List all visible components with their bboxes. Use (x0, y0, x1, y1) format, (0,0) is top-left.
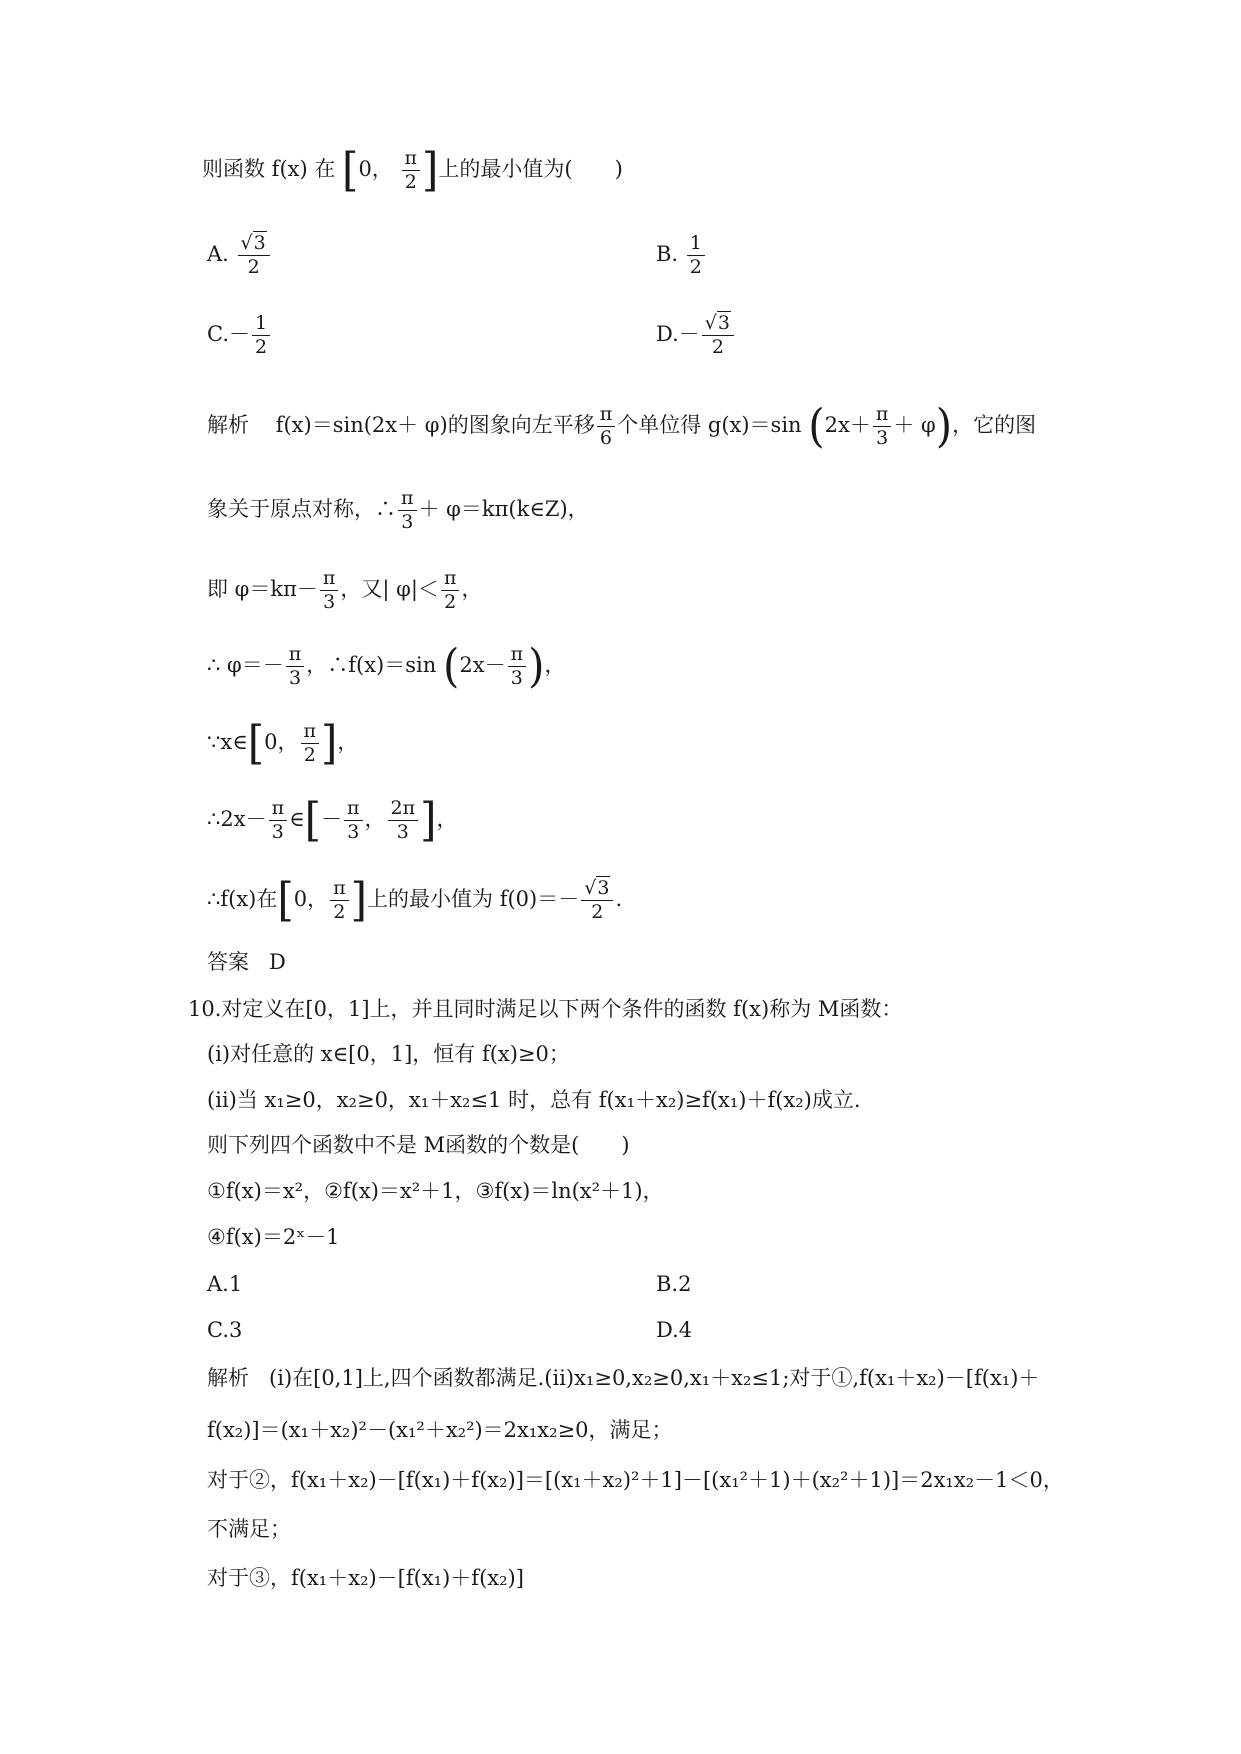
minus-sign: － (321, 806, 343, 831)
solution-text: 上的最小值为 f(0)＝－ (367, 886, 580, 911)
solution-text: ＋ φ＝kπ(k∈Z)， (418, 496, 589, 521)
sqrt-symbol: √3 (704, 312, 730, 334)
q10-solution-line-5: 对于③，f(x₁＋x₂)－[f(x₁)＋f(x₂)] (207, 1566, 524, 1590)
numerator: π (303, 720, 317, 742)
numerator: π (510, 643, 524, 665)
punctuation: ， (364, 806, 386, 831)
interval-start: 0， (264, 729, 299, 754)
bracket-right: ] (350, 872, 368, 927)
radicand: 3 (717, 312, 730, 334)
q9-solution-line-2 (207, 487, 589, 534)
question-stem: 对定义在[0，1]上，并且同时满足以下两个条件的函数 f(x)称为 M函数： (221, 997, 903, 1021)
math-text: 2x－ (459, 652, 506, 677)
fraction-pi-over-3 (286, 643, 305, 690)
q10-solution-line-1 (207, 1366, 1039, 1391)
punctuation: ， (461, 576, 483, 601)
numerator: π (271, 797, 285, 819)
interval-start: 0， (358, 156, 393, 181)
radicand: 3 (597, 877, 610, 899)
denominator: 2 (330, 900, 349, 924)
denominator: 2 (441, 590, 460, 614)
solution-text: ∵x∈ (207, 729, 248, 754)
q10-functions-line-2: ④f(x)＝2ˣ－1 (207, 1225, 340, 1249)
option-label: C. (207, 321, 229, 346)
fraction-pi-over-3 (320, 567, 339, 614)
numerator: π (599, 403, 613, 425)
q10-condition-2: (ⅱ)当 x₁≥0，x₂≥0，x₁＋x₂≤1 时，总有 f(x₁＋x₂)≥f(x₁)＋f(x₂)成立. (207, 1088, 861, 1112)
fraction-pi-over-3 (508, 643, 527, 690)
option-label: B. (656, 241, 679, 266)
fraction-pi-over-2 (441, 567, 460, 614)
numerator: 1 (689, 232, 702, 254)
bracket-left: [ (247, 715, 265, 770)
sqrt-symbol: √3 (240, 232, 266, 254)
fraction-sqrt3-over-2 (238, 232, 270, 279)
fraction-pi-over-3 (269, 797, 288, 844)
denominator: 2 (581, 900, 613, 924)
fraction-pi-over-3 (873, 403, 892, 450)
q9-solution-line-7 (207, 872, 623, 927)
numerator (238, 232, 270, 255)
solution-text: ，它的图 (952, 412, 1037, 437)
fraction-pi-over-2 (330, 877, 349, 924)
q9-option-c (207, 312, 272, 359)
solution-text: ，∴f(x)＝sin (306, 652, 437, 677)
punctuation: ， (337, 729, 359, 754)
q10-solution-line-3: 对于②，f(x₁＋x₂)－[f(x₁)＋f(x₂)]＝[(x₁＋x₂)²＋1]－[(x₁²＋1)＋(x₂²＋1)]＝2x₁x₂－1＜0， (207, 1468, 1064, 1492)
q10-option-b: B.2 (656, 1272, 692, 1296)
denominator: 2 (702, 335, 734, 359)
q10-stem-line (188, 997, 902, 1022)
q9-solution-line-5 (207, 715, 359, 770)
solution-text: 个单位得 g(x)＝sin (617, 412, 802, 437)
solution-text: ∈ (289, 806, 305, 831)
bracket-left: [ (342, 142, 359, 197)
solution-text: f(x)＝sin(2x＋ φ)的图象向左平移 (275, 412, 595, 437)
fraction-sqrt3-over-2 (581, 877, 613, 924)
solution-label: 解析 (207, 412, 249, 437)
q10-option-a: A.1 (207, 1272, 243, 1296)
fraction-sqrt3-over-2 (702, 312, 734, 359)
fraction-1-over-2 (687, 232, 705, 279)
punctuation: . (615, 886, 623, 911)
bracket-right: ] (422, 142, 439, 197)
q9-stem-tail: 上的最小值为( ) (438, 156, 623, 181)
denominator: 6 (597, 426, 616, 450)
question-number: 10. (188, 997, 222, 1021)
minus-sign: － (678, 321, 700, 346)
q10-option-d: D.4 (656, 1318, 693, 1342)
solution-text: 即 φ＝kπ－ (207, 576, 318, 601)
q9-solution-line-1 (207, 398, 1037, 453)
numerator: π (443, 567, 457, 589)
denominator: 2 (301, 743, 320, 767)
denominator: 3 (344, 820, 363, 844)
denominator: 3 (286, 666, 305, 690)
numerator: π (322, 567, 336, 589)
numerator: π (288, 643, 302, 665)
solution-text: ∴ φ＝－ (207, 652, 284, 677)
bracket-left: [ (277, 872, 294, 927)
bracket-left: [ (304, 792, 322, 847)
q9-stem: 则函数 f(x) 在 (202, 156, 336, 181)
bracket-right: ] (420, 792, 437, 847)
numerator (581, 877, 613, 900)
q9-solution-line-4 (207, 638, 566, 693)
math-text: 2x＋ (824, 412, 871, 437)
paren-left: ( (808, 398, 825, 453)
numerator: π (347, 797, 360, 819)
q9-solution-line-6 (207, 792, 458, 847)
option-label: A. (207, 241, 229, 266)
solution-text: 象关于原点对称，∴ (207, 496, 396, 521)
numerator (702, 312, 734, 335)
q9-option-a (207, 232, 272, 279)
fraction-2pi-over-3 (388, 797, 419, 844)
paren-left: ( (442, 638, 460, 693)
paren-right: ) (935, 398, 953, 453)
solution-text: ，又| φ|＜ (340, 576, 439, 601)
q10-functions-line-1: ①f(x)＝x²，②f(x)＝x²＋1，③f(x)＝ln(x²＋1)， (207, 1179, 664, 1203)
paren-right: ) (528, 638, 545, 693)
q9-stem-line (202, 142, 623, 197)
numerator: 2π (390, 797, 416, 819)
numerator: π (875, 403, 889, 425)
solution-text: ∴2x－ (207, 806, 267, 831)
q10-solution-line-4: 不满足； (207, 1517, 291, 1541)
fraction-pi-over-3 (398, 487, 417, 534)
punctuation: ， (544, 652, 566, 677)
q10-option-c: C.3 (207, 1318, 243, 1342)
denominator: 2 (402, 170, 421, 194)
fraction-pi-over-2 (301, 720, 320, 767)
numerator: π (401, 487, 414, 509)
numerator: π (333, 877, 346, 899)
punctuation: ， (436, 806, 458, 831)
option-label: D. (656, 321, 679, 346)
denominator: 3 (508, 666, 527, 690)
q9-solution-line-3 (207, 567, 482, 614)
radicand: 3 (253, 232, 266, 254)
interval-start: 0， (293, 886, 329, 911)
denominator: 2 (687, 255, 705, 279)
answer-value: D (269, 950, 286, 974)
q9-answer-line (207, 950, 286, 975)
denominator: 3 (873, 426, 892, 450)
denominator: 3 (388, 820, 419, 844)
q10-question: 则下列四个函数中不是 M函数的个数是( ) (207, 1133, 630, 1157)
fraction-1-over-2 (252, 312, 270, 359)
fraction-pi-over-2 (402, 147, 421, 194)
bracket-right: ] (321, 715, 338, 770)
numerator: π (404, 147, 417, 169)
q9-option-d (656, 312, 736, 359)
q9-option-b (656, 232, 707, 279)
numerator: 1 (255, 312, 268, 334)
solution-label: 解析 (207, 1366, 249, 1390)
fraction-pi-over-3 (344, 797, 363, 844)
denominator: 2 (252, 335, 270, 359)
fraction-pi-over-6 (597, 403, 616, 450)
answer-label: 答案 (207, 950, 249, 974)
solution-text: ∴f(x)在 (207, 886, 278, 911)
math-text: ＋ φ (893, 412, 936, 437)
sqrt-symbol: √3 (584, 877, 610, 899)
solution-text: (ⅰ)在[0,1]上,四个函数都满足.(ⅱ)x₁≥0,x₂≥0,x₁＋x₂≤1;对于①,f(x₁＋x₂)－[f(x₁)＋ (269, 1366, 1040, 1390)
q10-condition-1: (ⅰ)对任意的 x∈[0，1]，恒有 f(x)≥0； (207, 1042, 570, 1066)
q10-solution-line-2: f(x₂)]＝(x₁＋x₂)²－(x₁²＋x₂²)＝2x₁x₂≥0，满足； (207, 1418, 673, 1442)
denominator: 3 (398, 510, 417, 534)
denominator: 3 (269, 820, 288, 844)
denominator: 3 (320, 590, 339, 614)
denominator: 2 (238, 255, 270, 279)
minus-sign: － (229, 321, 250, 346)
